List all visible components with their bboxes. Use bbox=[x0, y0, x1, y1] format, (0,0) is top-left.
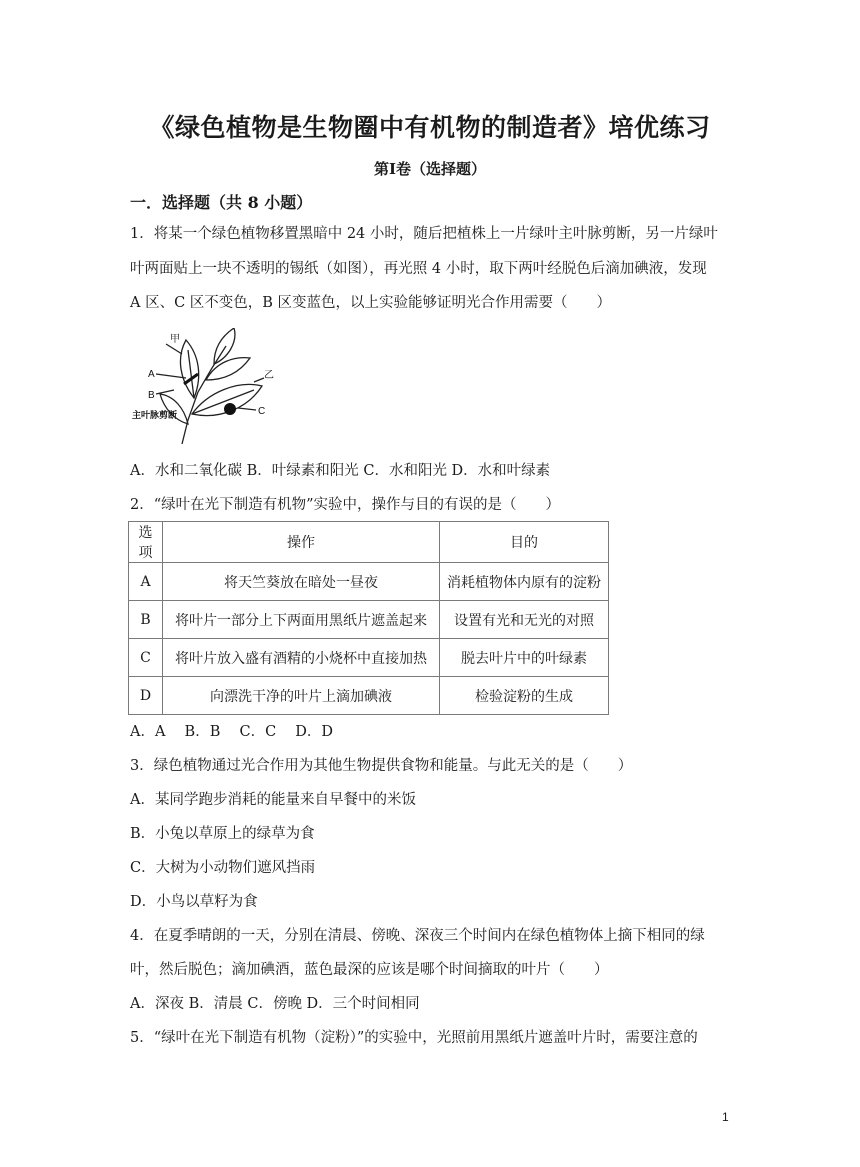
q4-line-2: 叶，然后脱色；滴加碘酒，蓝色最深的应该是哪个时间摘取的叶片（ ） bbox=[130, 962, 609, 978]
q1-line-2: 叶两面贴上一块不透明的锡纸（如图），再光照 4 小时，取下两叶经脱色后滴加碘液，发现 bbox=[130, 261, 707, 277]
leaf-top bbox=[214, 328, 235, 364]
plant-leaf-figure bbox=[130, 328, 280, 444]
table-header-row bbox=[129, 522, 609, 563]
document-title: 《绿色植物是生物圈中有机物的制造者》培优练习 bbox=[149, 113, 711, 142]
q3-option-d: D．小鸟以草籽为食 bbox=[130, 894, 258, 910]
table-row bbox=[129, 601, 609, 639]
table-cell: C bbox=[129, 639, 163, 677]
header-purpose: 目的 bbox=[440, 522, 609, 563]
q1-line-1: 1．将某一个绿色植物移置黑暗中 24 小时，随后把植株上一片绿叶主叶脉剪断，另一片绿叶 bbox=[130, 226, 718, 242]
paper-subtitle: 第Ⅰ卷（选择题） bbox=[373, 160, 487, 178]
table-cell: A bbox=[129, 563, 163, 601]
label-b: B bbox=[148, 390, 155, 401]
section-heading: 一．选择题（共 8 小题） bbox=[130, 193, 313, 212]
table-row bbox=[129, 677, 609, 715]
q2-stem: 2．“绿叶在光下制造有机物”实验中，操作与目的有误的是（ ） bbox=[130, 497, 561, 513]
page-number: 1 bbox=[722, 1110, 729, 1124]
foil-spot bbox=[224, 403, 236, 415]
table-cell: 检验淀粉的生成 bbox=[440, 677, 609, 715]
table-cell: 将叶片放入盛有酒精的小烧杯中直接加热 bbox=[163, 639, 440, 677]
table-cell: 向漂洗干净的叶片上滴加碘液 bbox=[163, 677, 440, 715]
leaf-jia bbox=[180, 340, 198, 398]
label-a: A bbox=[148, 369, 155, 380]
q1-line-3: A 区、C 区不变色，B 区变蓝色，以上实验能够证明光合作用需要（ ） bbox=[130, 295, 612, 311]
q3-option-c: C．大树为小动物们遮风挡雨 bbox=[130, 860, 316, 876]
label-yi: 乙 bbox=[264, 370, 274, 381]
label-caption: 主叶脉剪断 bbox=[132, 410, 178, 420]
table-cell: 设置有光和无光的对照 bbox=[440, 601, 609, 639]
table-cell: 消耗植物体内原有的淀粉 bbox=[440, 563, 609, 601]
table-row bbox=[129, 563, 609, 601]
table-cell: B bbox=[129, 601, 163, 639]
q3-option-a: A．某同学跑步消耗的能量来自早餐中的米饭 bbox=[130, 792, 416, 808]
header-operation: 操作 bbox=[163, 522, 440, 563]
header-option: 选项 bbox=[129, 522, 163, 563]
q1-options: A．水和二氧化碳 B．叶绿素和阳光 C．水和阳光 D．水和叶绿素 bbox=[130, 463, 551, 479]
table-cell: 将天竺葵放在暗处一昼夜 bbox=[163, 563, 440, 601]
q4-line-1: 4．在夏季晴朗的一天，分别在清晨、傍晚、深夜三个时间内在绿色植物体上摘下相同的绿 bbox=[130, 928, 705, 944]
table-cell: 脱去叶片中的叶绿素 bbox=[440, 639, 609, 677]
table-row bbox=[129, 639, 609, 677]
label-jia: 甲 bbox=[170, 334, 180, 345]
q5-line-1: 5．“绿叶在光下制造有机物（淀粉）”的实验中，光照前用黑纸片遮盖叶片时，需要注意的 bbox=[130, 1030, 698, 1046]
label-c: C bbox=[258, 406, 266, 417]
q3-option-b: B．小兔以草原上的绿草为食 bbox=[130, 826, 315, 842]
q4-options: A．深夜 B．清晨 C．傍晚 D．三个时间相同 bbox=[130, 996, 420, 1012]
q2-table bbox=[128, 521, 609, 715]
q2-options: A．A B．B C．C D．D bbox=[130, 724, 334, 740]
q3-stem: 3．绿色植物通过光合作用为其他生物提供食物和能量。与此无关的是（ ） bbox=[130, 758, 633, 774]
leaf-right bbox=[206, 358, 250, 380]
table-cell: 将叶片一部分上下两面用黑纸片遮盖起来 bbox=[163, 601, 440, 639]
table-cell: D bbox=[129, 677, 163, 715]
